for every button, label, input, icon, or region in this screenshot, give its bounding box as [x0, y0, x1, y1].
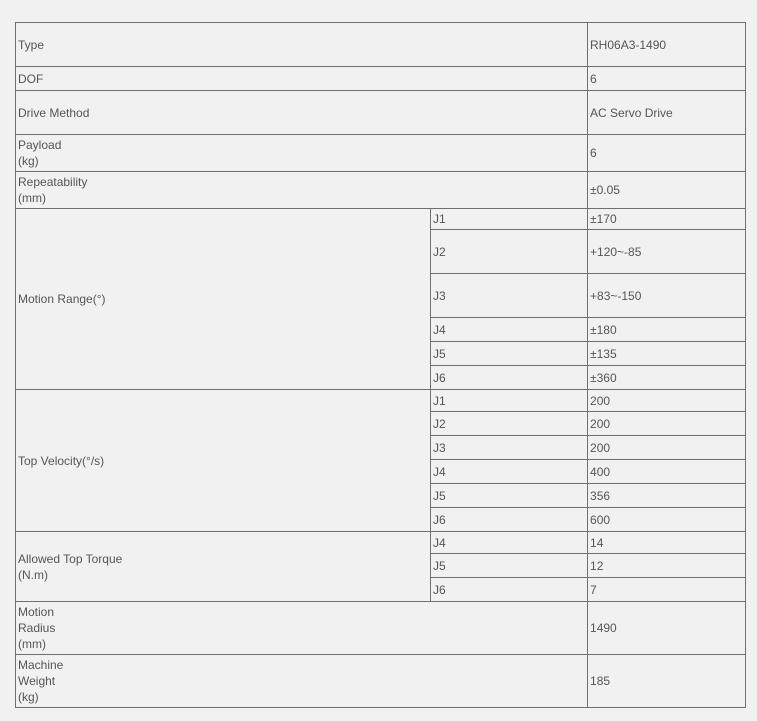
joint-value: 200: [588, 436, 746, 460]
joint-value: ±170: [588, 209, 746, 230]
spec-table: [15, 22, 746, 708]
table-row: [16, 135, 746, 172]
joint-label: J6: [431, 508, 588, 532]
joint-label: J4: [431, 532, 588, 554]
type-value: RH06A3-1490: [588, 23, 746, 67]
top-velocity-label: Top Velocity(°/s): [16, 390, 431, 532]
drive-method-value: AC Servo Drive: [588, 91, 746, 135]
joint-value: 356: [588, 484, 746, 508]
joint-value: ±135: [588, 342, 746, 366]
allowed-top-torque-label: Allowed Top Torque (N.m): [16, 532, 431, 602]
table-row: [16, 602, 746, 655]
dof-value: 6: [588, 67, 746, 91]
joint-label: J4: [431, 460, 588, 484]
joint-label: J4: [431, 318, 588, 342]
joint-label: J5: [431, 484, 588, 508]
repeatability-value: ±0.05: [588, 172, 746, 209]
joint-label: J5: [431, 554, 588, 578]
joint-label: J6: [431, 366, 588, 390]
joint-value: 400: [588, 460, 746, 484]
joint-label: J2: [431, 230, 588, 274]
joint-value: ±180: [588, 318, 746, 342]
joint-value: 600: [588, 508, 746, 532]
joint-value: 200: [588, 412, 746, 436]
payload-label: Payload (kg): [16, 135, 588, 172]
motion-radius-label: Motion Radius (mm): [16, 602, 588, 655]
joint-value: 7: [588, 578, 746, 602]
table-row: [16, 91, 746, 135]
joint-value: 14: [588, 532, 746, 554]
table-row: [16, 67, 746, 91]
joint-label: J5: [431, 342, 588, 366]
repeatability-label: Repeatability (mm): [16, 172, 588, 209]
joint-label: J6: [431, 578, 588, 602]
joint-label: J1: [431, 390, 588, 412]
drive-method-label: Drive Method: [16, 91, 588, 135]
joint-label: J3: [431, 436, 588, 460]
table-row: [16, 23, 746, 67]
payload-value: 6: [588, 135, 746, 172]
table-row: [16, 532, 746, 554]
table-row: [16, 172, 746, 209]
table-row: [16, 390, 746, 412]
joint-value: ±360: [588, 366, 746, 390]
motion-radius-value: 1490: [588, 602, 746, 655]
joint-value: +83~-150: [588, 274, 746, 318]
joint-label: J3: [431, 274, 588, 318]
machine-weight-value: 185: [588, 655, 746, 708]
joint-value: 200: [588, 390, 746, 412]
joint-value: 12: [588, 554, 746, 578]
dof-label: DOF: [16, 67, 588, 91]
table-row: [16, 655, 746, 708]
joint-label: J2: [431, 412, 588, 436]
machine-weight-label: Machine Weight (kg): [16, 655, 588, 708]
joint-label: J1: [431, 209, 588, 230]
motion-range-label: Motion Range(°): [16, 209, 431, 390]
table-row: [16, 209, 746, 230]
type-label: Type: [16, 23, 588, 67]
joint-value: +120~-85: [588, 230, 746, 274]
